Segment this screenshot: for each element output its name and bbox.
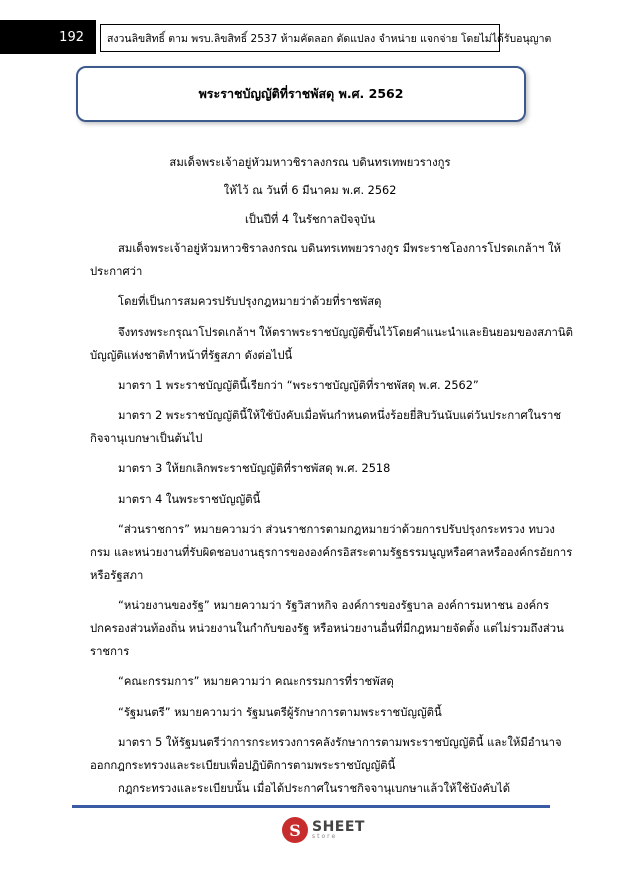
- paragraph-line: หรือรัฐสภา: [90, 569, 144, 582]
- paragraph-line: สมเด็จพระเจ้าอยู่หัวมหาวชิราลงกรณ บดินทรเทพยวรางกูร มีพระราชโองการโปรดเกล้าฯ ให้: [118, 242, 561, 255]
- paragraph-line: โดยที่เป็นการสมควรปรับปรุงกฎหมายว่าด้วยที่ราชพัสดุ: [118, 295, 382, 308]
- section-5: มาตรา 5 ให้รัฐมนตรีว่าการกระทรวงการคลังรักษาการตามพระราชบัญญัตินี้ และให้มีอำนาจ: [118, 736, 562, 749]
- paragraph-line: กฎกระทรวงและระเบียบนั้น เมื่อได้ประกาศในราชกิจจานุเบกษาแล้วให้ใช้บังคับได้: [118, 782, 511, 795]
- preamble-king: สมเด็จพระเจ้าอยู่หัวมหาวชิราลงกรณ บดินทรเทพยวรางกูร: [169, 156, 451, 169]
- section-2: มาตรา 2 พระราชบัญญัตินี้ให้ใช้บังคับเมื่อพ้นกำหนดหนึ่งร้อยยี่สิบวันนับแต่วันประกาศในราช: [118, 409, 562, 422]
- section-3: มาตรา 3 ให้ยกเลิกพระราชบัญญัติที่ราชพัสดุ พ.ศ. 2518: [118, 462, 391, 475]
- paragraph-line: กรม และหน่วยงานที่รับผิดชอบงานธุรการขององค์กรอิสระตามรัฐธรรมนูญหรือศาลหรือองค์กรอัยการ: [90, 546, 573, 559]
- paragraph-line: ออกกฎกระทรวงและระเบียบเพื่อปฏิบัติการตามพระราชบัญญัตินี้: [90, 759, 396, 772]
- definition-committee: “คณะกรรมการ” หมายความว่า คณะกรรมการที่ราชพัสดุ: [118, 675, 394, 688]
- document-title-box: [76, 66, 526, 122]
- section-1: มาตรา 1 พระราชบัญญัตินี้เรียกว่า “พระราชบัญญัติที่ราชพัสดุ พ.ศ. 2562”: [118, 379, 479, 392]
- sheet-store-logo: [282, 815, 365, 845]
- logo-text: [312, 820, 365, 840]
- copyright-header: สงวนลิขสิทธิ์ ตาม พรบ.ลิขสิทธิ์ 2537 ห้ามคัดลอก ดัดแปลง จำหน่าย แจกจ่าย โดยไม่ได้รับอนุญาต: [100, 24, 500, 52]
- logo-subtext: store: [312, 833, 338, 840]
- preamble-date: ให้ไว้ ณ วันที่ 6 มีนาคม พ.ศ. 2562: [223, 184, 397, 197]
- paragraph-line: บัญญัติแห่งชาติทำหน้าที่รัฐสภา ดังต่อไปนี้: [90, 349, 293, 362]
- paragraph-line: ปกครองส่วนท้องถิ่น หน่วยงานในกำกับของรัฐ หรือหน่วยงานอื่นที่มีกฎหมายจัดตั้ง แต่ไม่รวมถึงส่วน: [90, 622, 564, 635]
- definition-agency: “ส่วนราชการ” หมายความว่า ส่วนราชการตามกฎหมายว่าด้วยการปรับปรุงกระทรวง ทบวง: [118, 523, 555, 536]
- paragraph-line: กิจจานุเบกษาเป็นต้นไป: [90, 432, 203, 445]
- logo-word: SHEET: [312, 819, 365, 835]
- footer-divider: [72, 805, 550, 808]
- definition-state-agency: “หน่วยงานของรัฐ” หมายความว่า รัฐวิสาหกิจ องค์การของรัฐบาล องค์การมหาชน องค์กร: [118, 599, 550, 612]
- preamble-reign: เป็นปีที่ 4 ในรัชกาลปัจจุบัน: [244, 213, 376, 226]
- logo-icon: S: [282, 817, 308, 843]
- paragraph-line: จึงทรงพระกรุณาโปรดเกล้าฯ ให้ตราพระราชบัญญัติขึ้นไว้โดยคำแนะนำและยินยอมของสภานิติ: [118, 326, 573, 339]
- page-number: 192: [0, 20, 96, 54]
- paragraph-line: ราชการ: [90, 645, 130, 658]
- document-title: พระราชบัญญัติที่ราชพัสดุ พ.ศ. 2562: [198, 86, 404, 101]
- section-4: มาตรา 4 ในพระราชบัญญัตินี้: [118, 493, 261, 506]
- paragraph-line: ประกาศว่า: [90, 265, 143, 278]
- definition-minister: “รัฐมนตรี” หมายความว่า รัฐมนตรีผู้รักษาการตามพระราชบัญญัตินี้: [118, 706, 442, 719]
